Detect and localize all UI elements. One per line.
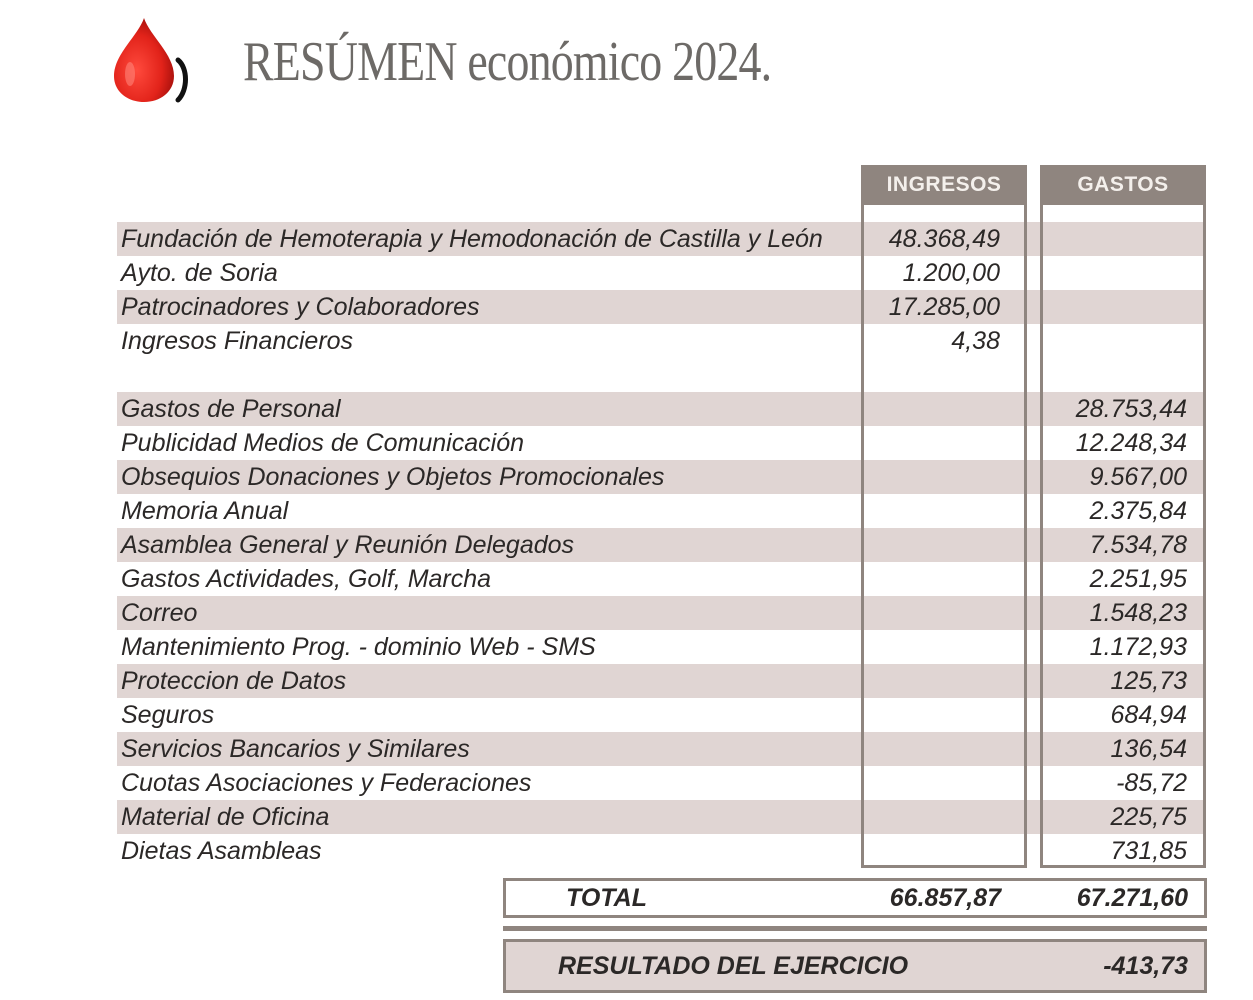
row-gastos: 125,73: [1110, 667, 1187, 695]
row-label: Gastos de Personal: [121, 395, 341, 423]
blood-drop-icon: [108, 16, 198, 106]
row-gastos: 1.172,93: [1089, 633, 1187, 661]
row-gastos: -85,72: [1116, 769, 1187, 797]
row-label: Seguros: [121, 701, 215, 729]
row-label: Dietas Asambleas: [121, 837, 322, 865]
total-row: [503, 878, 1207, 918]
total-label: TOTAL: [566, 884, 648, 912]
row-label: Gastos Actividades, Golf, Marcha: [121, 565, 492, 593]
resultado-row: [503, 939, 1207, 993]
row-gastos: 28.753,44: [1075, 395, 1187, 423]
gastos-header: GASTOS: [1040, 165, 1206, 205]
row-ingresos: 4,38: [951, 327, 1000, 355]
row-gastos: 2.251,95: [1089, 565, 1187, 593]
gastos-column-border: [1040, 205, 1206, 868]
row-gastos: 225,75: [1110, 803, 1187, 831]
ingresos-header: INGRESOS: [861, 165, 1027, 205]
row-label: Fundación de Hemoterapia y Hemodonación de Castilla y León: [121, 225, 823, 253]
row-label: Cuotas Asociaciones y Federaciones: [121, 769, 532, 797]
total-gastos: 67.271,60: [1076, 884, 1188, 912]
page-title: RESÚMEN económico 2024.: [243, 31, 772, 93]
resultado-label: RESULTADO DEL EJERCICIO: [558, 952, 909, 980]
row-label: Ayto. de Soria: [121, 259, 278, 287]
row-label: Memoria Anual: [121, 497, 289, 525]
row-label: Proteccion de Datos: [121, 667, 347, 695]
row-label: Ingresos Financieros: [121, 327, 354, 355]
row-label: Servicios Bancarios y Similares: [121, 735, 470, 763]
divider: [503, 926, 1207, 931]
row-label: Patrocinadores y Colaboradores: [121, 293, 480, 321]
row-label: Asamblea General y Reunión Delegados: [121, 531, 575, 559]
total-ingresos: 66.857,87: [889, 884, 1001, 912]
row-gastos: 7.534,78: [1089, 531, 1187, 559]
row-gastos: 2.375,84: [1089, 497, 1187, 525]
row-gastos: 136,54: [1110, 735, 1187, 763]
row-label: Obsequios Donaciones y Objetos Promocionales: [121, 463, 665, 491]
row-label: Publicidad Medios de Comunicación: [121, 429, 525, 457]
ingresos-column-border: [861, 205, 1027, 868]
row-gastos: 9.567,00: [1089, 463, 1187, 491]
row-gastos: 731,85: [1110, 837, 1187, 865]
row-label: Correo: [121, 599, 198, 627]
row-gastos: 12.248,34: [1075, 429, 1187, 457]
row-label: Material de Oficina: [121, 803, 330, 831]
row-ingresos: 48.368,49: [888, 225, 1000, 253]
row-ingresos: 1.200,00: [902, 259, 1000, 287]
row-label: Mantenimiento Prog. - dominio Web - SMS: [121, 633, 596, 661]
row-gastos: 684,94: [1110, 701, 1187, 729]
resultado-value: -413,73: [1103, 952, 1188, 980]
row-ingresos: 17.285,00: [888, 293, 1000, 321]
row-gastos: 1.548,23: [1089, 599, 1187, 627]
